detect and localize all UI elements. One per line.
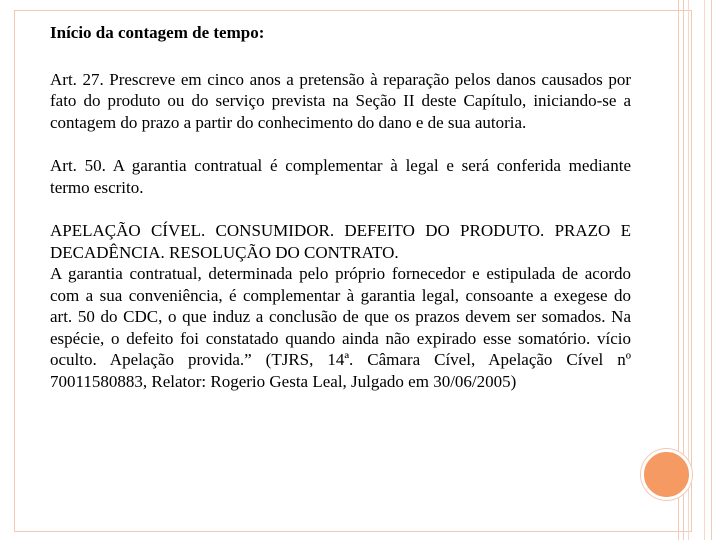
- decorative-line: [711, 0, 712, 540]
- case-summary-text: A garantia contratual, determinada pelo próprio fornecedor e estipulada de acordo com a sua conveniência, é complementar à garantia legal, consoante a exegese do art. 50 do CDC, o que induz a conclusão de que os prazos devem ser somados. Na espécie, o defeito foi constatado quando ainda não expirado esse somatório. vício oculto. Apelação provida.” (TJRS, 14ª. Câmara Cível, Apelação Cível nº 70011580883, Relator: Rogerio Gesta Leal, Julgado em 30/06/2005): [50, 264, 631, 391]
- decorative-line: [688, 0, 689, 540]
- slide-content: [50, 22, 631, 392]
- decorative-line: [704, 0, 705, 540]
- article-50-text: Art. 50. A garantia contratual é complementar à legal e será conferida mediante termo escrito.: [50, 156, 631, 197]
- decorative-circle: [641, 449, 692, 500]
- case-summary-heading: APELAÇÃO CÍVEL. CONSUMIDOR. DEFEITO DO PRODUTO. PRAZO E DECADÊNCIA. RESOLUÇÃO DO CONTRATO.: [50, 221, 631, 262]
- article-27-text: Art. 27. Prescreve em cinco anos a pretensão à reparação pelos danos causados por fato do produto ou do serviço prevista na Seção II deste Capítulo, iniciando-se a contagem do prazo a partir do conhecimento do dano e de sua autoria.: [50, 69, 631, 132]
- slide-heading: Início da contagem de tempo:: [50, 23, 265, 42]
